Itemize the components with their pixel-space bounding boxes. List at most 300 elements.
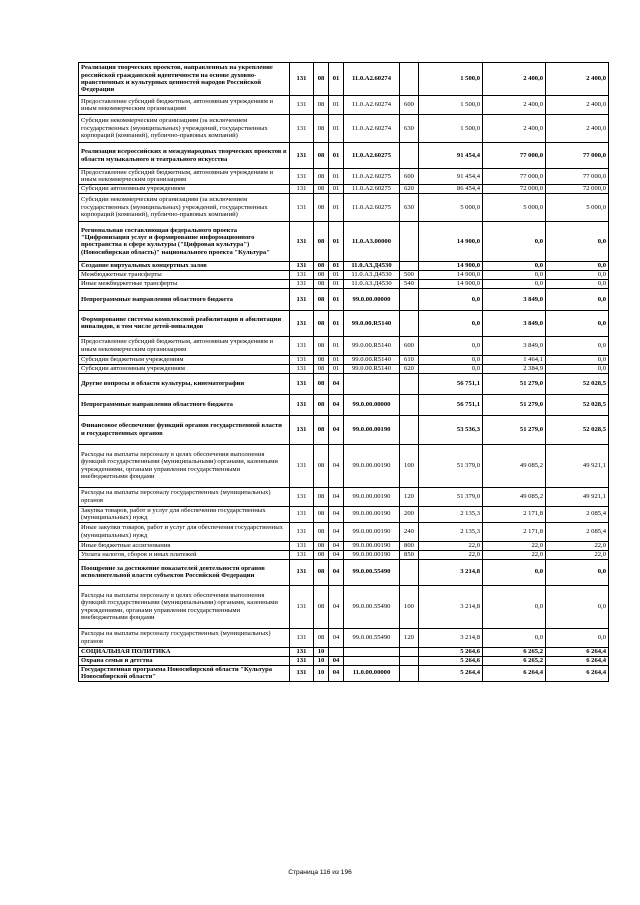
row-grbs: 131 xyxy=(290,656,314,665)
row-amount-1: 14 900,0 xyxy=(419,261,483,270)
row-target-article: 11.0.А2.60274 xyxy=(344,96,400,115)
row-section: 08 xyxy=(314,270,329,279)
row-amount-2: 0,0 xyxy=(483,270,546,279)
row-expense-type xyxy=(400,221,419,261)
row-section: 08 xyxy=(314,169,329,185)
row-expense-type: 200 xyxy=(400,506,419,522)
row-amount-1: 1 500,0 xyxy=(419,63,483,96)
row-description: Закупка товаров, работ и услуг для обеспечения государственных (муниципальных) нужд xyxy=(79,506,290,522)
row-section: 08 xyxy=(314,394,329,415)
table-row xyxy=(79,221,609,261)
row-amount-3: 0,0 xyxy=(546,585,609,628)
table-row xyxy=(79,665,609,681)
row-amount-3: 0,0 xyxy=(546,288,609,310)
row-grbs: 131 xyxy=(290,221,314,261)
row-section: 10 xyxy=(314,647,329,656)
row-amount-1: 0,0 xyxy=(419,355,483,364)
row-amount-3: 49 921,1 xyxy=(546,444,609,487)
row-amount-2: 51 279,0 xyxy=(483,415,546,444)
row-target-article: 11.0.А2.60275 xyxy=(344,193,400,221)
row-section: 08 xyxy=(314,444,329,487)
row-description: Непрограммные направления областного бюджета xyxy=(79,394,290,415)
row-subsection: 04 xyxy=(329,373,344,394)
row-description: Субсидии автономным учреждениям xyxy=(79,364,290,373)
row-amount-2: 0,0 xyxy=(483,628,546,647)
row-amount-2: 0,0 xyxy=(483,585,546,628)
table-row xyxy=(79,506,609,522)
row-description: Расходы на выплаты персоналу в целях обеспечения выполнения функций государственными (муниципальными) органами, казенными учреждениями, органами управления государственными внебюджетными фондами xyxy=(79,585,290,628)
row-target-article: 99.0.00.00190 xyxy=(344,522,400,541)
row-description: Охрана семьи и детства xyxy=(79,656,290,665)
row-amount-3: 52 028,5 xyxy=(546,415,609,444)
row-section: 08 xyxy=(314,559,329,585)
row-expense-type xyxy=(400,656,419,665)
row-expense-type xyxy=(400,665,419,681)
row-target-article: 99.0.00.55490 xyxy=(344,559,400,585)
row-amount-1: 1 500,0 xyxy=(419,115,483,143)
row-target-article: 99.0.00.55490 xyxy=(344,585,400,628)
row-grbs: 131 xyxy=(290,288,314,310)
row-subsection: 04 xyxy=(329,585,344,628)
row-section: 08 xyxy=(314,415,329,444)
row-subsection: 01 xyxy=(329,184,344,193)
row-expense-type: 630 xyxy=(400,193,419,221)
row-grbs: 131 xyxy=(290,310,314,336)
row-amount-1: 2 135,3 xyxy=(419,522,483,541)
row-grbs: 131 xyxy=(290,665,314,681)
row-grbs: 131 xyxy=(290,647,314,656)
row-amount-1: 1 500,0 xyxy=(419,96,483,115)
row-expense-type: 240 xyxy=(400,522,419,541)
table-row xyxy=(79,444,609,487)
row-grbs: 131 xyxy=(290,444,314,487)
row-subsection: 04 xyxy=(329,506,344,522)
row-subsection: 04 xyxy=(329,628,344,647)
row-target-article: 99.0.00.R5140 xyxy=(344,310,400,336)
row-amount-1: 5 000,0 xyxy=(419,193,483,221)
row-amount-2: 22,0 xyxy=(483,550,546,559)
row-amount-1: 5 264,6 xyxy=(419,647,483,656)
row-grbs: 131 xyxy=(290,115,314,143)
row-grbs: 131 xyxy=(290,364,314,373)
row-expense-type: 630 xyxy=(400,115,419,143)
row-section: 08 xyxy=(314,541,329,550)
row-description: Предоставление субсидий бюджетным, автономным учреждениям и иным некоммерческим организациям xyxy=(79,169,290,185)
row-amount-2: 1 464,1 xyxy=(483,355,546,364)
row-section: 08 xyxy=(314,279,329,288)
row-amount-1: 14 900,0 xyxy=(419,221,483,261)
row-subsection: 04 xyxy=(329,487,344,506)
row-target-article: 11.0.А2.60274 xyxy=(344,63,400,96)
row-amount-1: 3 214,8 xyxy=(419,628,483,647)
row-expense-type: 100 xyxy=(400,585,419,628)
row-subsection: 04 xyxy=(329,541,344,550)
table-row xyxy=(79,193,609,221)
row-amount-1: 3 214,8 xyxy=(419,585,483,628)
page-footer: Страница 116 из 196 xyxy=(288,869,352,876)
row-target-article: 11.0.А3.00000 xyxy=(344,221,400,261)
row-amount-2: 0,0 xyxy=(483,279,546,288)
row-grbs: 131 xyxy=(290,585,314,628)
row-subsection: 04 xyxy=(329,415,344,444)
row-description: Поощрение за достижение показателей деятельности органов исполнительной власти субъектов Российской Федерации xyxy=(79,559,290,585)
row-section: 08 xyxy=(314,487,329,506)
row-amount-3: 52 028,5 xyxy=(546,373,609,394)
row-grbs: 131 xyxy=(290,63,314,96)
row-target-article: 99.0.00.55490 xyxy=(344,628,400,647)
row-expense-type: 120 xyxy=(400,628,419,647)
row-section: 08 xyxy=(314,628,329,647)
row-section: 08 xyxy=(314,355,329,364)
row-amount-3: 49 921,1 xyxy=(546,487,609,506)
table-row xyxy=(79,143,609,169)
row-amount-2: 2 400,0 xyxy=(483,63,546,96)
row-target-article xyxy=(344,373,400,394)
row-subsection: 01 xyxy=(329,115,344,143)
row-amount-3: 22,0 xyxy=(546,550,609,559)
row-expense-type: 800 xyxy=(400,541,419,550)
row-subsection: 04 xyxy=(329,522,344,541)
row-amount-1: 56 751,1 xyxy=(419,394,483,415)
row-section: 10 xyxy=(314,665,329,681)
row-section: 08 xyxy=(314,96,329,115)
row-amount-1: 91 454,4 xyxy=(419,169,483,185)
row-target-article: 99.0.00.00190 xyxy=(344,506,400,522)
row-target-article: 11.0.А2.60274 xyxy=(344,115,400,143)
row-target-article: 99.0.00.00000 xyxy=(344,288,400,310)
row-description: Иные межбюджетные трансферты xyxy=(79,279,290,288)
row-section: 08 xyxy=(314,585,329,628)
row-subsection: 01 xyxy=(329,310,344,336)
row-amount-1: 86 454,4 xyxy=(419,184,483,193)
row-target-article: 11.0.А3.Д4530 xyxy=(344,279,400,288)
row-amount-1: 56 751,1 xyxy=(419,373,483,394)
row-description: Субсидии автономным учреждениям xyxy=(79,184,290,193)
row-expense-type: 620 xyxy=(400,364,419,373)
row-target-article: 99.0.00.00190 xyxy=(344,487,400,506)
table-row xyxy=(79,63,609,96)
row-amount-3: 2 400,0 xyxy=(546,63,609,96)
row-amount-3: 0,0 xyxy=(546,279,609,288)
row-amount-2: 2 400,0 xyxy=(483,96,546,115)
row-section: 08 xyxy=(314,193,329,221)
row-expense-type xyxy=(400,559,419,585)
row-description: Субсидии бюджетным учреждениям xyxy=(79,355,290,364)
row-amount-3: 0,0 xyxy=(546,364,609,373)
row-grbs: 131 xyxy=(290,279,314,288)
row-amount-1: 51 379,0 xyxy=(419,487,483,506)
table-row xyxy=(79,522,609,541)
row-amount-3: 2 400,0 xyxy=(546,115,609,143)
row-amount-2: 6 264,4 xyxy=(483,665,546,681)
row-amount-3: 0,0 xyxy=(546,355,609,364)
row-expense-type xyxy=(400,63,419,96)
row-description: Формирование системы комплексной реабилитации и абилитации инвалидов, в том числе детей-инвалидов xyxy=(79,310,290,336)
row-amount-2: 22,0 xyxy=(483,541,546,550)
row-grbs: 131 xyxy=(290,193,314,221)
row-amount-1: 14 900,0 xyxy=(419,270,483,279)
row-expense-type: 610 xyxy=(400,355,419,364)
row-description: Реализация творческих проектов, направленных на укрепление российской гражданской идентичности на основе духовно-нравственных и культурных ценностей народов Российской Федерации xyxy=(79,63,290,96)
table-row xyxy=(79,184,609,193)
row-target-article: 99.0.00.R5140 xyxy=(344,355,400,364)
row-subsection: 01 xyxy=(329,169,344,185)
row-description: Расходы на выплаты персоналу государственных (муниципальных) органов xyxy=(79,628,290,647)
row-grbs: 131 xyxy=(290,270,314,279)
table-row xyxy=(79,261,609,270)
row-amount-2: 3 849,0 xyxy=(483,310,546,336)
row-amount-1: 51 379,0 xyxy=(419,444,483,487)
row-subsection: 04 xyxy=(329,656,344,665)
table-row xyxy=(79,336,609,355)
row-description: Государственная программа Новосибирской области "Культура Новосибирской области" xyxy=(79,665,290,681)
row-amount-3: 2 085,4 xyxy=(546,506,609,522)
row-amount-2: 2 384,9 xyxy=(483,364,546,373)
row-subsection: 04 xyxy=(329,444,344,487)
row-target-article: 99.0.00.00190 xyxy=(344,415,400,444)
row-subsection: 01 xyxy=(329,63,344,96)
row-expense-type: 600 xyxy=(400,336,419,355)
row-section: 08 xyxy=(314,506,329,522)
row-grbs: 131 xyxy=(290,628,314,647)
row-expense-type xyxy=(400,288,419,310)
row-target-article: 11.0.А3.Д4530 xyxy=(344,270,400,279)
row-expense-type: 120 xyxy=(400,487,419,506)
row-amount-2: 5 000,0 xyxy=(483,193,546,221)
table-row xyxy=(79,487,609,506)
row-amount-2: 72 000,0 xyxy=(483,184,546,193)
row-amount-2: 2 400,0 xyxy=(483,115,546,143)
row-grbs: 131 xyxy=(290,96,314,115)
row-grbs: 131 xyxy=(290,506,314,522)
row-description: Иные закупки товаров, работ и услуг для обеспечения государственных (муниципальных) нужд xyxy=(79,522,290,541)
table-row xyxy=(79,270,609,279)
row-target-article: 99.0.00.R5140 xyxy=(344,336,400,355)
row-target-article: 11.0.А2.60275 xyxy=(344,143,400,169)
row-amount-3: 0,0 xyxy=(546,270,609,279)
row-subsection: 01 xyxy=(329,355,344,364)
table-row xyxy=(79,288,609,310)
row-section: 08 xyxy=(314,288,329,310)
row-amount-2: 51 279,0 xyxy=(483,394,546,415)
table-row xyxy=(79,279,609,288)
row-amount-1: 0,0 xyxy=(419,310,483,336)
table-row xyxy=(79,373,609,394)
row-amount-1: 14 900,0 xyxy=(419,279,483,288)
row-grbs: 131 xyxy=(290,169,314,185)
row-amount-2: 2 171,8 xyxy=(483,506,546,522)
row-expense-type xyxy=(400,261,419,270)
budget-table xyxy=(78,62,609,682)
row-description: Иные бюджетные ассигнования xyxy=(79,541,290,550)
row-description: Создание виртуальных концертных залов xyxy=(79,261,290,270)
row-amount-1: 2 135,3 xyxy=(419,506,483,522)
row-amount-2: 77 000,0 xyxy=(483,169,546,185)
row-target-article: 99.0.00.00190 xyxy=(344,444,400,487)
row-subsection: 01 xyxy=(329,288,344,310)
row-description: Непрограммные направления областного бюджета xyxy=(79,288,290,310)
row-target-article: 11.0.00.00000 xyxy=(344,665,400,681)
row-amount-3: 52 028,5 xyxy=(546,394,609,415)
row-amount-2: 3 849,0 xyxy=(483,336,546,355)
row-expense-type: 540 xyxy=(400,279,419,288)
row-section: 08 xyxy=(314,522,329,541)
row-grbs: 131 xyxy=(290,550,314,559)
row-amount-2: 0,0 xyxy=(483,559,546,585)
table-row xyxy=(79,559,609,585)
row-amount-2: 77 000,0 xyxy=(483,143,546,169)
table-row xyxy=(79,647,609,656)
row-amount-3: 22,0 xyxy=(546,541,609,550)
row-subsection: 01 xyxy=(329,336,344,355)
row-section: 08 xyxy=(314,310,329,336)
row-description: Реализация всероссийских и международных творческих проектов в области музыкального и театрального искусства xyxy=(79,143,290,169)
row-amount-2: 3 849,0 xyxy=(483,288,546,310)
row-amount-2: 49 085,2 xyxy=(483,487,546,506)
row-amount-3: 5 000,0 xyxy=(546,193,609,221)
row-amount-1: 22,0 xyxy=(419,550,483,559)
row-description: Расходы на выплаты персоналу государственных (муниципальных) органов xyxy=(79,487,290,506)
row-amount-1: 53 536,3 xyxy=(419,415,483,444)
table-row xyxy=(79,585,609,628)
row-amount-3: 2 085,4 xyxy=(546,522,609,541)
row-expense-type xyxy=(400,373,419,394)
row-subsection: 01 xyxy=(329,143,344,169)
row-description: Расходы на выплаты персоналу в целях обеспечения выполнения функций государственными (муниципальными) органами, казенными учреждениями, органами управления государственными внебюджетными фондами xyxy=(79,444,290,487)
row-target-article: 11.0.А2.60275 xyxy=(344,184,400,193)
row-subsection: 01 xyxy=(329,364,344,373)
row-amount-3: 0,0 xyxy=(546,221,609,261)
row-expense-type: 600 xyxy=(400,96,419,115)
row-amount-3: 6 264,4 xyxy=(546,656,609,665)
row-expense-type xyxy=(400,310,419,336)
row-amount-3: 2 400,0 xyxy=(546,96,609,115)
row-subsection: 01 xyxy=(329,193,344,221)
row-amount-2: 6 265,2 xyxy=(483,647,546,656)
row-amount-1: 22,0 xyxy=(419,541,483,550)
table-row xyxy=(79,364,609,373)
row-subsection: 01 xyxy=(329,221,344,261)
row-section: 08 xyxy=(314,63,329,96)
row-description: Другие вопросы в области культуры, кинематографии xyxy=(79,373,290,394)
row-amount-2: 6 265,2 xyxy=(483,656,546,665)
row-section: 08 xyxy=(314,221,329,261)
row-section: 08 xyxy=(314,336,329,355)
row-amount-3: 0,0 xyxy=(546,310,609,336)
table-row xyxy=(79,628,609,647)
row-amount-1: 0,0 xyxy=(419,288,483,310)
table-row xyxy=(79,96,609,115)
row-amount-2: 0,0 xyxy=(483,261,546,270)
row-expense-type: 100 xyxy=(400,444,419,487)
row-target-article: 99.0.00.00190 xyxy=(344,550,400,559)
row-subsection: 04 xyxy=(329,394,344,415)
row-target-article: 99.0.00.R5140 xyxy=(344,364,400,373)
row-target-article: 99.0.00.00190 xyxy=(344,541,400,550)
row-grbs: 131 xyxy=(290,394,314,415)
row-amount-3: 0,0 xyxy=(546,336,609,355)
row-expense-type: 850 xyxy=(400,550,419,559)
row-grbs: 131 xyxy=(290,355,314,364)
row-section: 08 xyxy=(314,261,329,270)
row-amount-1: 0,0 xyxy=(419,336,483,355)
table-row xyxy=(79,415,609,444)
row-amount-1: 91 454,4 xyxy=(419,143,483,169)
row-subsection: 04 xyxy=(329,665,344,681)
table-row xyxy=(79,550,609,559)
row-amount-3: 72 000,0 xyxy=(546,184,609,193)
row-description: Региональная составляющая федерального проекта "Цифровизация услуг и формирование информационного пространства в сфере культуры ("Цифровая культура") (Новосибирская область)" национального проекта "Культура" xyxy=(79,221,290,261)
table-row xyxy=(79,355,609,364)
row-subsection: 01 xyxy=(329,270,344,279)
row-section: 08 xyxy=(314,184,329,193)
row-description: Межбюджетные трансферты xyxy=(79,270,290,279)
row-section: 08 xyxy=(314,373,329,394)
row-amount-3: 0,0 xyxy=(546,261,609,270)
row-description: Субсидии некоммерческим организациям (за исключением государственных (муниципальных) учреждений, государственных корпораций (компаний), публично-правовых компаний) xyxy=(79,115,290,143)
row-section: 08 xyxy=(314,143,329,169)
table-row xyxy=(79,310,609,336)
row-amount-2: 2 171,8 xyxy=(483,522,546,541)
row-target-article: 11.0.А3.Д4530 xyxy=(344,261,400,270)
row-grbs: 131 xyxy=(290,415,314,444)
table-row xyxy=(79,541,609,550)
row-expense-type: 500 xyxy=(400,270,419,279)
row-target-article: 11.0.А2.60275 xyxy=(344,169,400,185)
row-subsection: 01 xyxy=(329,96,344,115)
table-body xyxy=(79,63,609,682)
row-grbs: 131 xyxy=(290,336,314,355)
row-grbs: 131 xyxy=(290,559,314,585)
row-grbs: 131 xyxy=(290,184,314,193)
row-amount-1: 5 264,6 xyxy=(419,656,483,665)
row-amount-1: 3 214,8 xyxy=(419,559,483,585)
row-subsection: 01 xyxy=(329,261,344,270)
table-row xyxy=(79,115,609,143)
row-amount-2: 51 279,0 xyxy=(483,373,546,394)
row-subsection xyxy=(329,647,344,656)
row-amount-3: 0,0 xyxy=(546,559,609,585)
row-amount-3: 6 264,4 xyxy=(546,647,609,656)
table-row xyxy=(79,169,609,185)
row-amount-3: 0,0 xyxy=(546,628,609,647)
row-grbs: 131 xyxy=(290,522,314,541)
row-grbs: 131 xyxy=(290,487,314,506)
row-description: Уплата налогов, сборов и иных платежей xyxy=(79,550,290,559)
row-target-article xyxy=(344,656,400,665)
row-amount-1: 5 264,4 xyxy=(419,665,483,681)
row-expense-type xyxy=(400,394,419,415)
row-grbs: 131 xyxy=(290,143,314,169)
row-description: Финансовое обеспечение функций органов государственной власти и государственных органов xyxy=(79,415,290,444)
row-amount-3: 6 264,4 xyxy=(546,665,609,681)
row-amount-3: 77 000,0 xyxy=(546,169,609,185)
row-amount-2: 49 085,2 xyxy=(483,444,546,487)
row-section: 08 xyxy=(314,115,329,143)
row-expense-type xyxy=(400,415,419,444)
row-subsection: 04 xyxy=(329,559,344,585)
row-section: 08 xyxy=(314,550,329,559)
row-expense-type xyxy=(400,647,419,656)
table-row xyxy=(79,656,609,665)
row-grbs: 131 xyxy=(290,373,314,394)
row-subsection: 04 xyxy=(329,550,344,559)
row-amount-1: 0,0 xyxy=(419,364,483,373)
row-section: 10 xyxy=(314,656,329,665)
row-amount-2: 0,0 xyxy=(483,221,546,261)
row-description: Предоставление субсидий бюджетным, автономным учреждениям и иным некоммерческим организациям xyxy=(79,336,290,355)
row-description: СОЦИАЛЬНАЯ ПОЛИТИКА xyxy=(79,647,290,656)
